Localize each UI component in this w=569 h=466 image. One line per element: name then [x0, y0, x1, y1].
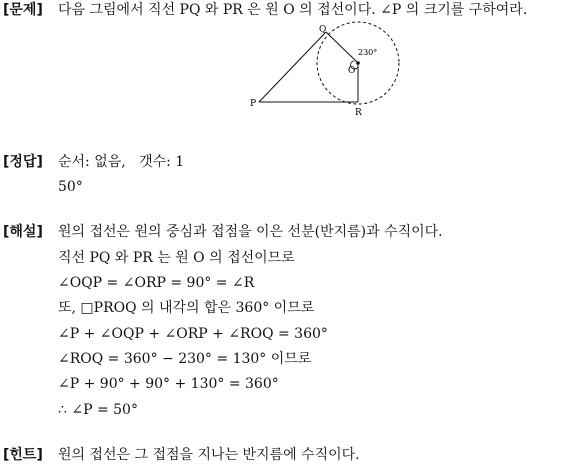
solution-line: 또, □PROQ 의 내각의 합은 360° 이므로 — [58, 300, 315, 316]
solution-line: ∠P + 90° + 90° + 130° = 360° — [58, 376, 279, 392]
tangent-line-pq — [259, 32, 326, 102]
center-point — [356, 61, 360, 65]
solution-line: ∴ ∠P = 50° — [58, 402, 138, 418]
answer-line-2: 50° — [58, 179, 83, 195]
problem-label: [문제] — [3, 2, 43, 18]
label-o: O — [348, 66, 356, 76]
angle-label: 230° — [358, 48, 378, 57]
solution-line: 원의 접선은 원의 중심과 접점을 이은 선분(반지름)과 수직이다. — [58, 224, 443, 240]
problem-text: 다음 그림에서 직선 PQ 와 PR 은 원 O 의 접선이다. ∠P 의 크기를 구하여라. — [58, 2, 528, 18]
solution-line: ∠OQP = ∠ORP = 90° = ∠R — [58, 275, 255, 291]
label-r: R — [355, 108, 362, 118]
solution-line: 직선 PQ 와 PR 는 원 O 의 접선이므로 — [58, 250, 295, 266]
answer-line-1: 순서: 없음, 갯수: 1 — [58, 154, 185, 170]
label-q: Q — [319, 25, 327, 35]
tangent-circle-figure — [240, 18, 410, 122]
solution-line: ∠P + ∠OQP + ∠ORP + ∠ROQ = 360° — [58, 326, 328, 342]
solution-label: [해설] — [3, 224, 43, 240]
radius-oq — [326, 32, 358, 63]
label-p: P — [250, 99, 257, 109]
hint-label: [힌트] — [3, 447, 43, 463]
hint-text: 원의 접선은 그 접점을 지나는 반지름에 수직이다. — [58, 447, 360, 463]
answer-label: [정답] — [3, 154, 43, 170]
solution-line: ∠ROQ = 360° − 230° = 130° 이므로 — [58, 351, 312, 367]
